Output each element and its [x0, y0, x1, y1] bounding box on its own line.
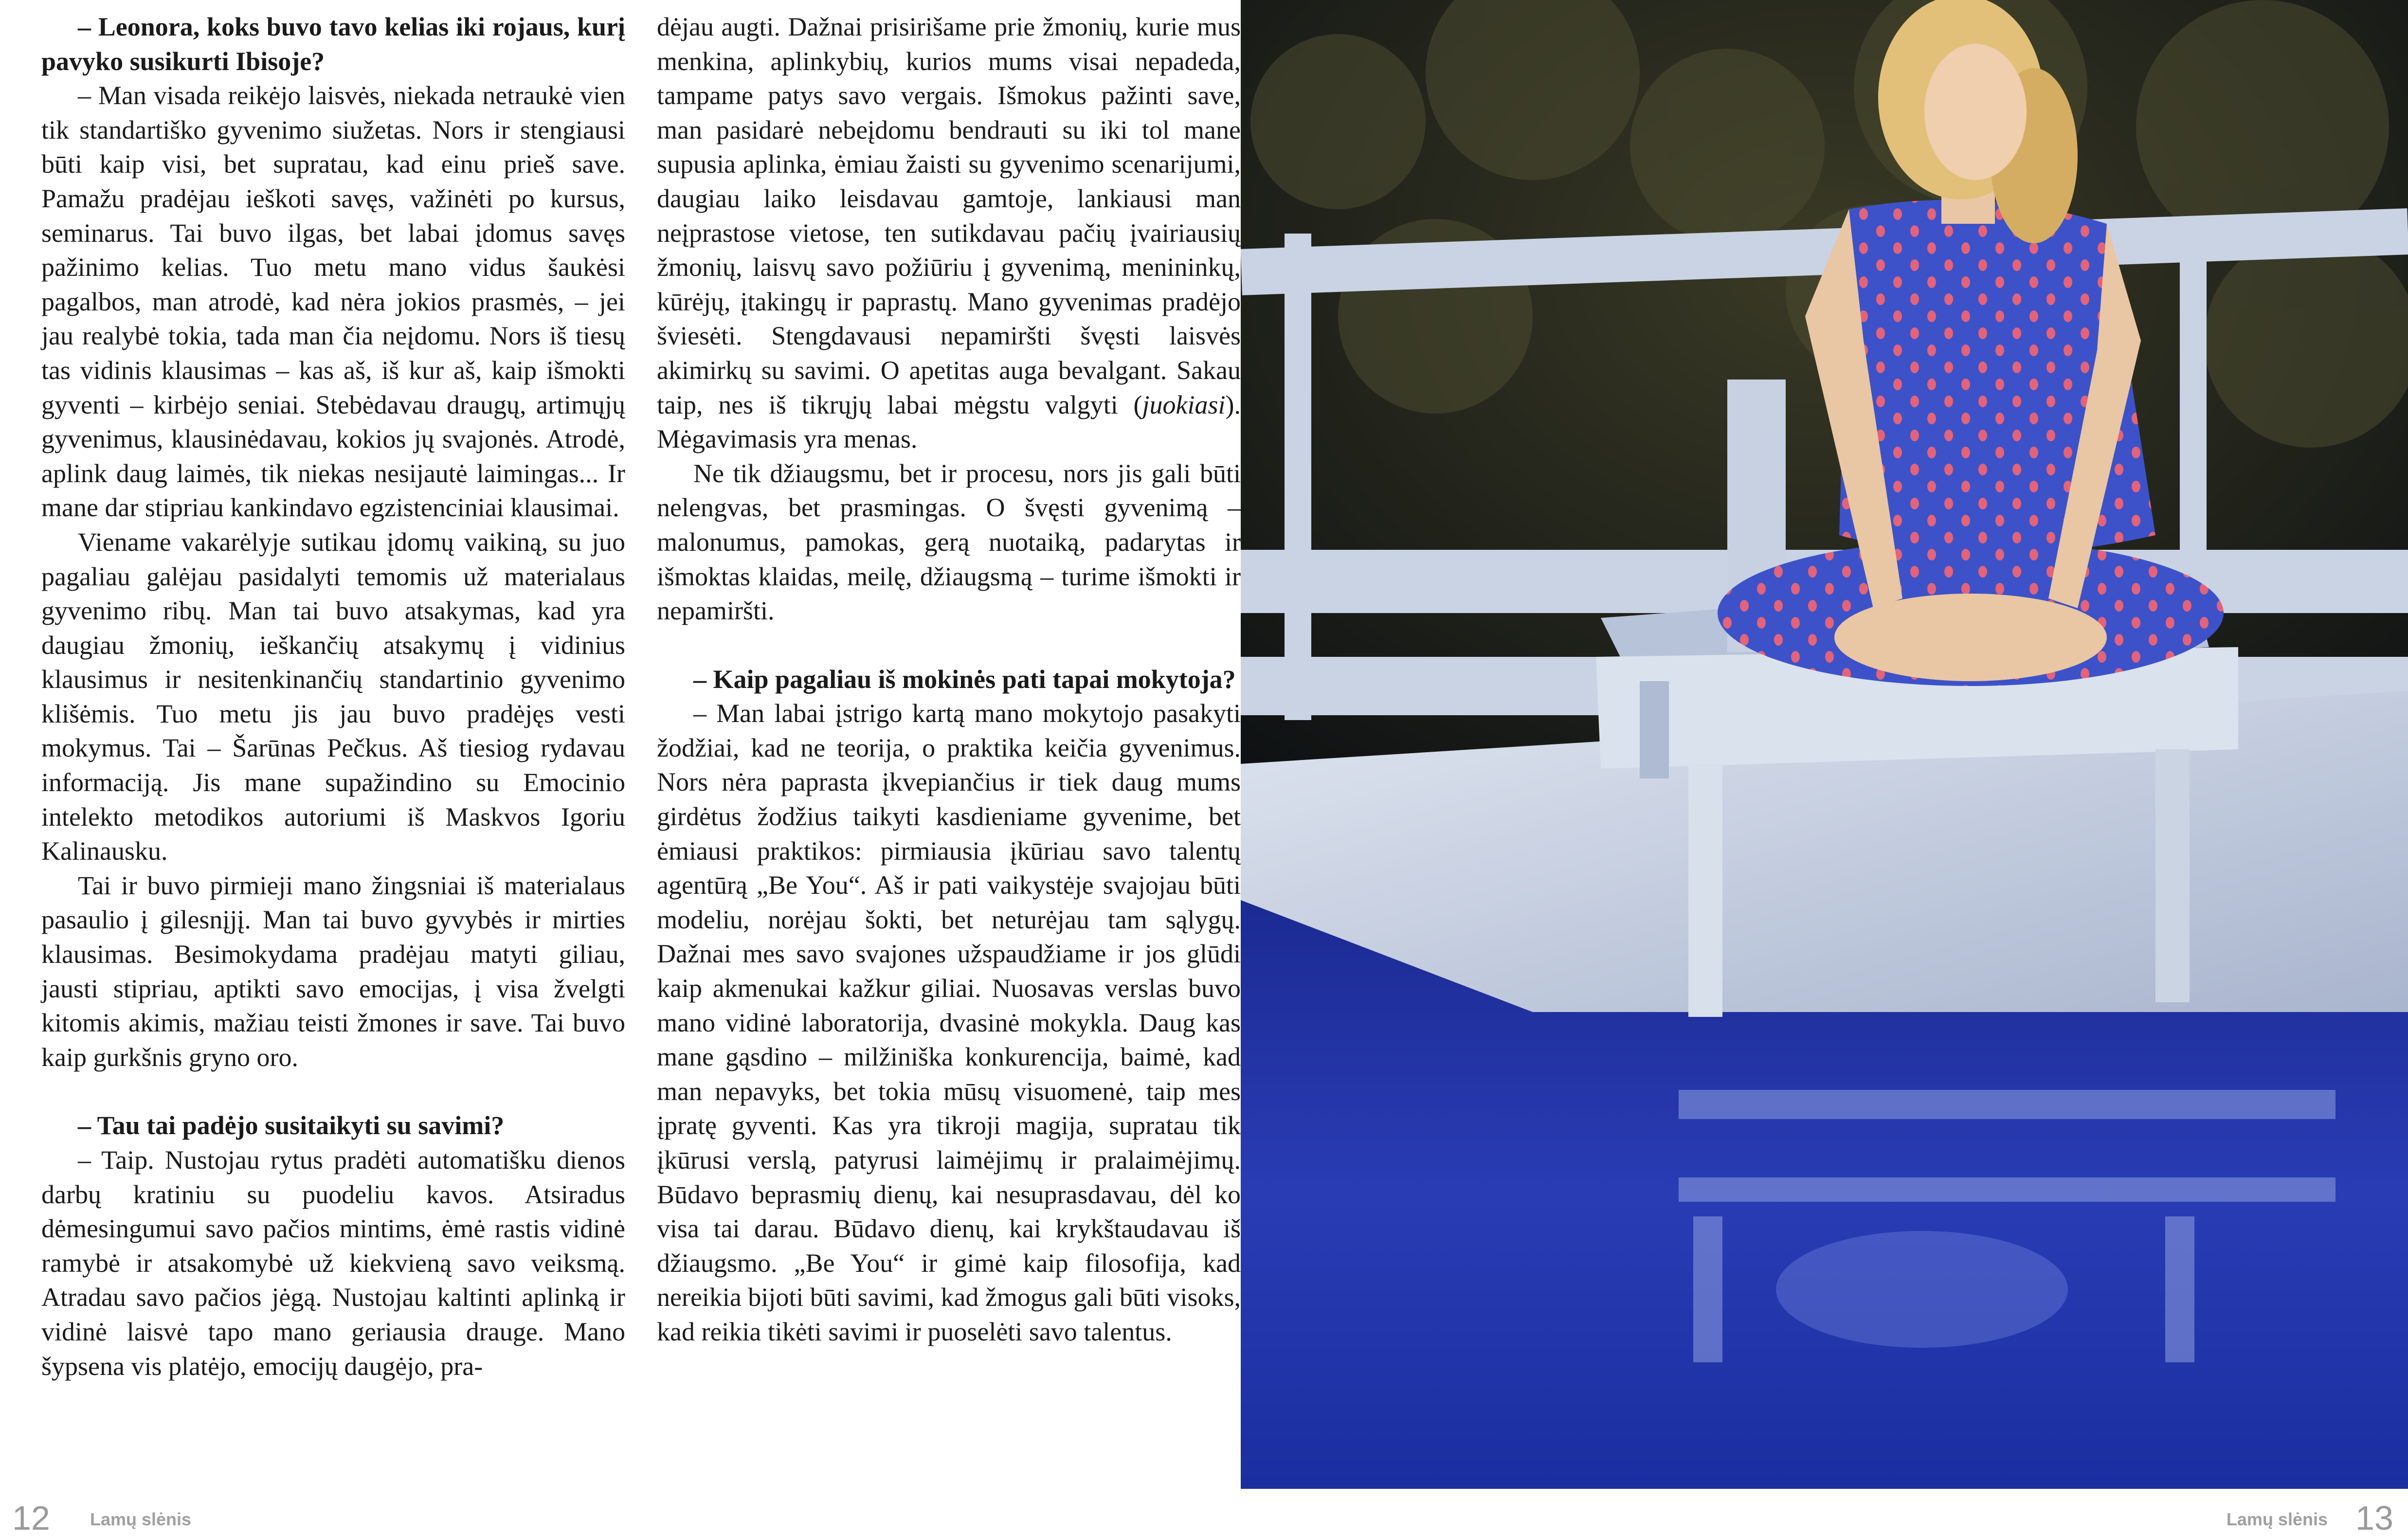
page-number-left: 12: [12, 1499, 50, 1537]
interview-paragraph: – Man labai įstrigo kartą mano mokytojo pasakyti žodžiai, kad ne teorija, o praktika keičia gyvenimus. Nors nėra paprasta įkvepiančius ir tiek daug mums girdėtus žodžius taikyti kasdieniame gyvenime, bet ėmiausi praktikos: pirmiausia įkūriau savo talentų agentūrą „Be You“. Aš ir pati vaikystėje svajojau būti modeliu, norėjau šokti, bet neturėjau tam sąlygų. Dažnai mes savo svajones užspaudžiame ir jos glūdi kaip akmenukai kažkur giliai. Nuosavas verslas buvo mano vidinė laboratorija, dvasinė mokykla. Daug kas mane gąsdino – milžiniška konkurencija, baimė, kad man nepavyks, bet tokia mūsų visuomenė, taip mes įpratę gyventi. Kas yra tikroji magija, supratau tik įkūrusi verslą, patyrusi laimėjimų ir pralaimėjimų. Būdavo beprasmių dienų, kai nesuprasdavau, dėl ko visa tai darau. Būdavo dienų, kai krykštaudavau iš džiaugsmo. „Be You“ ir gimė kaip filosofija, kad nereikia bijoti būti savimi, kad žmogus gali būti visoks, kad reikia tikėti savimi ir puoselėti savo talentus.: [657, 699, 1241, 1346]
interview-paragraph: Viename vakarėlyje sutikau įdomų vaikiną, su juo pagaliau galėjau pasidalyti temomis už materialaus gyvenimo ribų. Man tai buvo atsakymas, kad yra daugiau žmonių, ieškančių atsakymų į vidinius klausimus ir nesitenkinančių standartinio gyvenimo klišėmis. Tuo metu jis jau buvo pradėjęs vesti mokymus. Tai – Šarūnas Pečkus. Aš tiesiog rydavau informaciją. Jis mane supažindino su Emocinio intelekto metodikos autoriumi iš Maskvos Igoriu Kalinausku.: [41, 527, 625, 866]
paragraph-gap: [41, 1074, 625, 1108]
article-column-right: [657, 10, 1241, 1349]
article-column-left: [41, 10, 625, 1383]
interview-question: – Tau tai padėjo susitaikyti su savimi?: [78, 1111, 505, 1140]
italic-aside: juokiasi: [1142, 390, 1226, 419]
magazine-name-left: Lamų slėnis: [90, 1509, 192, 1529]
interview-question: – Kaip pagaliau iš mokinės pati tapai mokytoja?: [693, 664, 1236, 694]
interview-paragraph: – Man visada reikėjo laisvės, niekada netraukė vien tik standartiško gyvenimo siužetas. Nors ir stengiausi būti kaip visi, bet supratau, kad einu prieš save. Pamažu pradėjau ieškoti savęs, važinėti po kursus, seminarus. Tai buvo ilgas, bet labai įdomus savęs pažinimo kelias. Tuo metu mano vidus šaukėsi pagalbos, man atrodė, kad nėra jokios prasmės, – jei jau realybė tokia, tada man čia neįdomu. Nors iš tiesų tas vidinis klausimas – kas aš, iš kur aš, kaip išmokti gyventi – kirbėjo seniai. Stebėdavau draugų, artimųjų gyvenimus, klausinėdavau, kokios jų svajonės. Atrodė, aplink daug laimės, tik niekas nesijautė laimingas... Ir mane dar stipriau kankindavo egzistenciniai klausimai.: [41, 81, 625, 523]
magazine-name-right: Lamų slėnis: [2226, 1509, 2328, 1529]
page-number-right: 13: [2355, 1499, 2393, 1537]
interview-question: – Leonora, koks buvo tavo kelias iki rojaus, kurį pavyko susikurti Ibisoje?: [41, 12, 625, 76]
interview-paragraph: Tai ir buvo pirmieji mano žingsniai iš materialaus pasaulio į gilesnįjį. Man tai buvo gyvybės ir mirties klausimas. Besimokydama pradėjau matyti giliau, jausti stipriau, aptikti savo emocijas, į visa žvelgti kitomis akimis, mažiau teisti žmones ir save. Tai buvo kaip gurkšnis gryno oro.: [41, 870, 625, 1072]
photo-woman-poolside: [1241, 0, 2408, 1489]
paragraph-gap: [657, 628, 1241, 662]
interview-paragraph: Ne tik džiaugsmu, bet ir procesu, nors jis gali būti nelengvas, bet prasmingas. O švęsti gyvenimą – malonumus, pamokas, gerą nuotaiką, padarytas ir išmoktas klaidas, meilę, džiaugsmą – turime išmokti ir nepamiršti.: [657, 458, 1241, 626]
interview-paragraph: – Taip. Nustojau rytus pradėti automatišku dienos darbų kratiniu su puodeliu kavos. Atsiradus dėmesingumui savo pačios mintims, ėmė rastis vidinė ramybė ir atsakomybė už kiekvieną savo veiksmą. Atradau savo pačios jėgą. Nustojau kaltinti aplinką ir vidinė laisvė tapo mano geriausia drauge. Mano šypsena vis platėjo, emocijų daugėjo, pra-: [41, 1145, 625, 1381]
interview-paragraph: dėjau augti. Dažnai prisirišame prie žmonių, kurie mus menkina, aplinkybių, kurios mums visai nepadeda, tampame patys savo vergais. Išmokus pažinti save, man pasidarė nebeįdomu bendrauti su iki tol mane supusia aplinka, ėmiau žaisti su gyvenimo scenarijumi, daugiau laiko leisdavau gamtoje, lankiausi man neįprastose vietose, ten sutikdavau pačių įvairiausių žmonių, laisvų savo požiūriu į gyvenimą, menininkų, kūrėjų, įtakingų ir paprastų. Mano gyvenimas pradėjo šviesėti. Stengdavausi nepamiršti švęsti laisvės akimirkų su savimi. O apetitas auga bevalgant. Sakau taip, nes iš tikrųjų labai mėgstu valgyti (juokiasi). Mėgavimasis yra menas.: [657, 12, 1241, 454]
